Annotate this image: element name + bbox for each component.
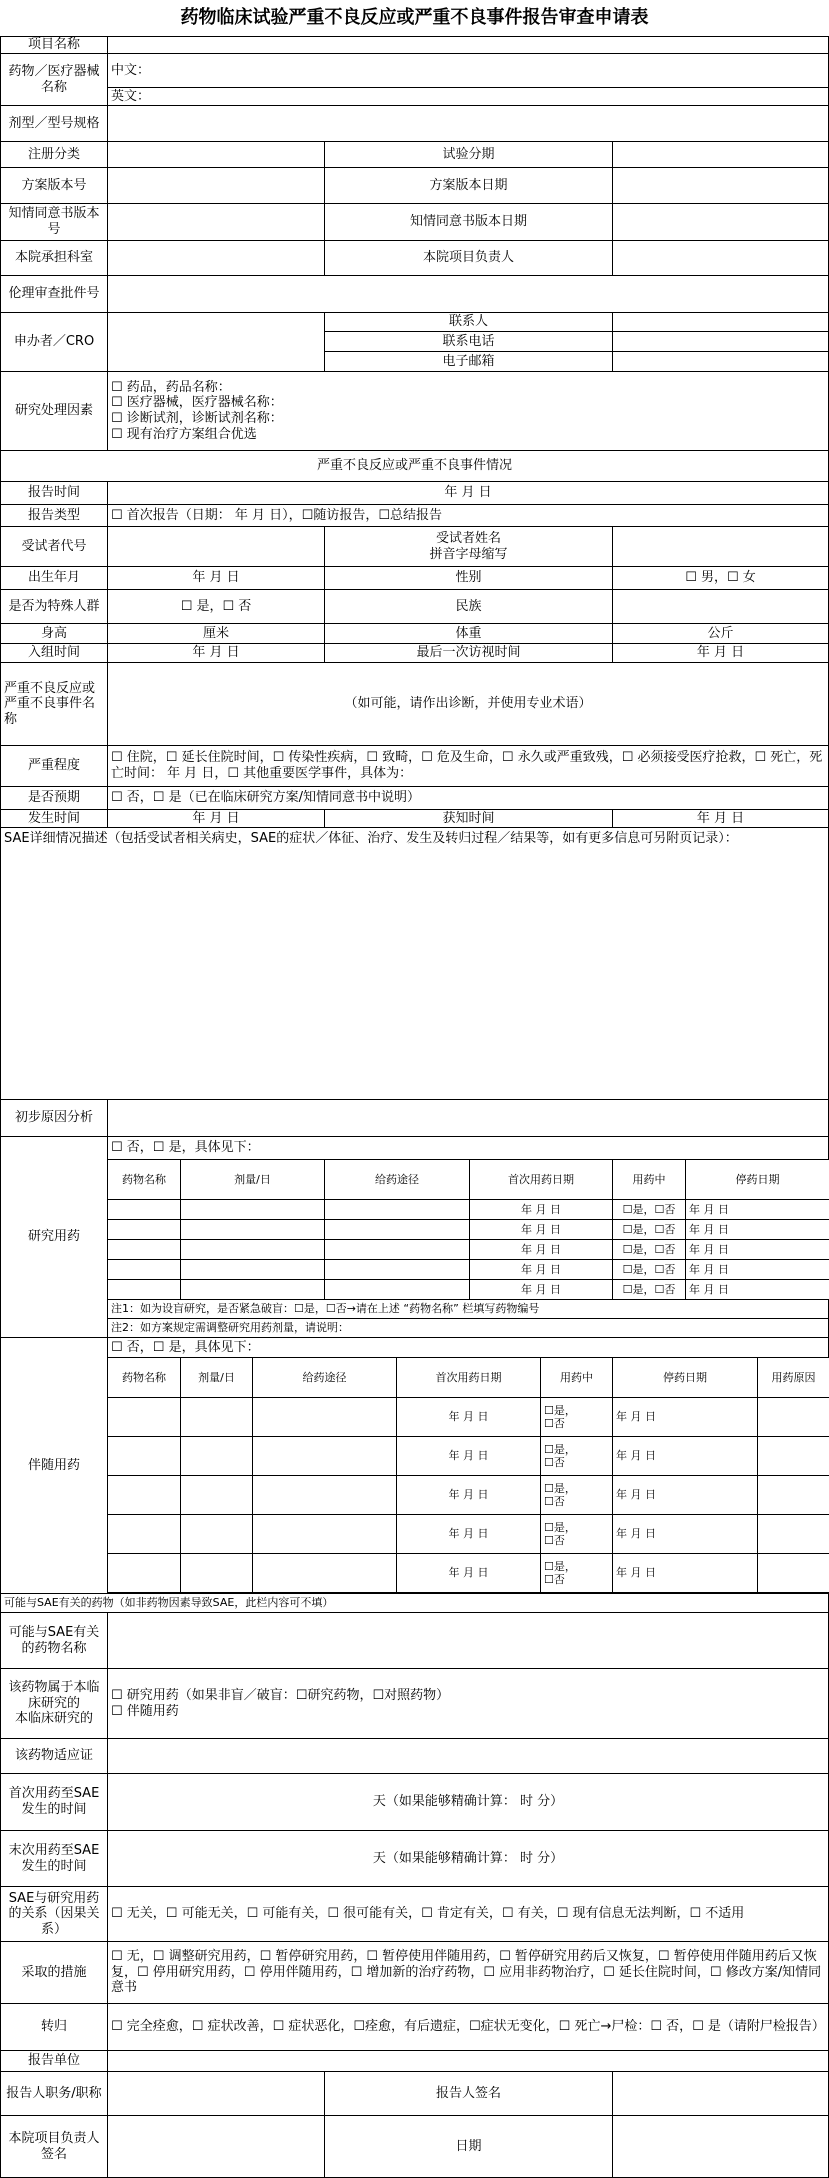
email-field[interactable] — [612, 351, 829, 372]
measures-label: 采取的措施 — [0, 1941, 108, 2004]
last-to-sae-label: 末次用药至SAE发生的时间 — [0, 1830, 108, 1887]
related-title: 可能与SAE有关的药物（如非药物因素导致SAE，此栏内容可不填） — [0, 1593, 829, 1613]
ethnicity-field[interactable] — [612, 589, 829, 624]
study-drug-in-use-cell[interactable]: ☐是，☐否 — [612, 1219, 686, 1240]
height-label: 身高 — [0, 623, 108, 644]
dosage-field[interactable] — [107, 105, 829, 142]
birth-field[interactable]: 年 月 日 — [107, 566, 325, 590]
expected-options[interactable]: ☐ 否，☐ 是（已在临床研究方案/知情同意书中说明） — [107, 786, 829, 810]
in-use-header: 用药中 — [612, 1159, 686, 1200]
weight-label: 体重 — [324, 623, 613, 644]
stop-date-header: 停药日期 — [612, 1357, 758, 1398]
icf-date-label: 知情同意书版本日期 — [324, 203, 613, 241]
concomitant-first-date-cell[interactable]: 年 月 日 — [396, 1514, 541, 1554]
outcome-label: 转归 — [0, 2003, 108, 2051]
concomitant-route-cell[interactable] — [252, 1553, 397, 1593]
concomitant-dose-cell[interactable] — [180, 1475, 253, 1515]
study-drug-name-cell[interactable] — [107, 1199, 181, 1220]
study-drug-route-cell[interactable] — [324, 1219, 470, 1240]
concomitant-dose-cell[interactable] — [180, 1436, 253, 1476]
concomitant-drug-name-cell[interactable] — [107, 1553, 181, 1593]
sex-options[interactable]: ☐ 男，☐ 女 — [612, 566, 829, 590]
report-time-field[interactable]: 年 月 日 — [107, 481, 829, 505]
concomitant-reason-cell[interactable] — [757, 1397, 829, 1437]
study-drug-first-date-cell[interactable]: 年 月 日 — [469, 1239, 613, 1260]
concomitant-stop-date-cell[interactable]: 年 月 日 — [612, 1514, 758, 1554]
study-drug-stop-date-cell[interactable]: 年 月 日 — [685, 1239, 829, 1260]
study-drug-first-date-cell[interactable]: 年 月 日 — [469, 1199, 613, 1220]
study-drug-first-date-cell[interactable]: 年 月 日 — [469, 1259, 613, 1280]
first-date-header: 首次用药日期 — [396, 1357, 541, 1398]
date-label: 日期 — [324, 2115, 613, 2178]
en-label: 英文： — [111, 88, 151, 104]
study-factor-options[interactable] — [107, 371, 829, 451]
drug-name-header: 药物名称 — [107, 1159, 181, 1200]
report-type-label: 报告类型 — [0, 504, 108, 527]
concomitant-route-cell[interactable] — [252, 1514, 397, 1554]
concomitant-reason-cell[interactable] — [757, 1436, 829, 1476]
aware-label: 获知时间 — [324, 809, 613, 828]
expected-label: 是否预期 — [0, 786, 108, 810]
concomitant-reason-cell[interactable] — [757, 1514, 829, 1554]
report-time-label: 报告时间 — [0, 481, 108, 505]
study-factor-option[interactable]: ☐ 诊断试剂，诊断试剂名称： — [111, 411, 283, 426]
contact-label: 联系人 — [324, 312, 613, 332]
study-factor-label: 研究处理因素 — [0, 371, 108, 451]
study-drug-in-use-cell[interactable]: ☐是，☐否 — [612, 1259, 686, 1280]
reg-category-label: 注册分类 — [0, 141, 108, 168]
concomitant-stop-date-cell[interactable]: 年 月 日 — [612, 1436, 758, 1476]
study-drug-stop-date-cell[interactable]: 年 月 日 — [685, 1259, 829, 1280]
severity-options[interactable]: ☐ 住院，☐ 延长住院时间，☐ 传染性疾病，☐ 致畸，☐ 危及生命，☐ 永久或严重致残，☐ 必须接受医疗抢救，☐ 死亡，死亡时间： 年 月 日，☐ 其他重要医学事件，具体为： — [107, 745, 829, 787]
measures-options[interactable]: ☐ 无，☐ 调整研究用药，☐ 暂停研究用药，☐ 暂停使用伴随用药，☐ 暂停研究用药后又恢复，☐ 暂停使用伴随用药后又恢复，☐ 停用研究用药，☐ 停用伴随用药，☐ 增加新的治疗药物，☐ 应用非药物治疗，☐ 延长住院时间，☐ 修改方案/知情同意书 — [107, 1941, 829, 2004]
concomitant-stop-date-cell[interactable]: 年 月 日 — [612, 1475, 758, 1515]
study-drug-dose-cell[interactable] — [180, 1199, 325, 1220]
trial-phase-field[interactable] — [612, 141, 829, 168]
relation-options[interactable]: ☐ 无关，☐ 可能无关，☐ 可能有关，☐ 很可能有关，☐ 肯定有关，☐ 有关，☐ 现有信息无法判断，☐ 不适用 — [107, 1886, 829, 1942]
study-drug-route-cell[interactable] — [324, 1279, 470, 1300]
study-factor-option[interactable]: ☐ 药品，药品名称： — [111, 379, 231, 395]
sae-name-label: 严重不良反应或严重不良事件名称 — [0, 662, 108, 746]
study-drug-stop-date-cell[interactable]: 年 月 日 — [685, 1219, 829, 1240]
indication-field[interactable] — [107, 1738, 829, 1774]
study-drug-name-cell[interactable] — [107, 1279, 181, 1300]
sae-detail-label: SAE详细情况描述（包括受试者相关病史，SAE的症状／体征、治疗、发生及转归过程／结果等，如有更多信息可另附页记录）： — [4, 831, 738, 846]
concomitant-drug-name-cell[interactable] — [107, 1397, 181, 1437]
protocol-version-field[interactable] — [107, 167, 325, 204]
reporter-sign-label: 报告人签名 — [324, 2071, 613, 2116]
protocol-version-label: 方案版本号 — [0, 167, 108, 204]
study-drug-route-cell[interactable] — [324, 1239, 470, 1260]
in-use-header: 用药中 — [540, 1357, 613, 1398]
enroll-field[interactable]: 年 月 日 — [107, 643, 325, 663]
belongs-option[interactable]: ☐ 研究用药（如果非盲／破盲：☐研究药物，☐对照药物） — [111, 1687, 450, 1703]
subject-code-field[interactable] — [107, 526, 325, 567]
study-drug-in-use-cell[interactable]: ☐是，☐否 — [612, 1279, 686, 1300]
related-name-label: 可能与SAE有关的药物名称 — [0, 1612, 108, 1669]
pi-sign-label: 本院项目负责人签名 — [0, 2115, 108, 2178]
aware-field[interactable]: 年 月 日 — [612, 809, 829, 828]
first-to-sae-field[interactable]: 天（如果能够精确计算： 时 分） — [107, 1773, 829, 1831]
concomitant-first-date-cell[interactable]: 年 月 日 — [396, 1397, 541, 1437]
severity-label: 严重程度 — [0, 745, 108, 787]
contact-field[interactable] — [612, 312, 829, 332]
dept-label: 本院承担科室 — [0, 240, 108, 276]
concomitant-route-cell[interactable] — [252, 1436, 397, 1476]
last-to-sae-field[interactable]: 天（如果能够精确计算： 时 分） — [107, 1830, 829, 1887]
phone-label: 联系电话 — [324, 331, 613, 352]
sponsor-label: 申办者／CRO — [0, 312, 108, 372]
study-drug-in-use-cell[interactable]: ☐是，☐否 — [612, 1199, 686, 1220]
icf-version-label: 知情同意书版本号 — [0, 203, 108, 241]
drug-device-name-label: 药物／医疗器械名称 — [0, 53, 108, 106]
concomitant-in-use-cell[interactable]: ☐是， ☐否 — [540, 1475, 613, 1515]
dosage-label: 剂型／型号规格 — [0, 105, 108, 142]
protocol-date-label: 方案版本日期 — [324, 167, 613, 204]
cn-label: 中文： — [111, 62, 151, 78]
study-drug-name-cell[interactable] — [107, 1259, 181, 1280]
pi-sign-field[interactable] — [107, 2115, 325, 2178]
concomitant-label: 伴随用药 — [0, 1337, 108, 1594]
relation-label: SAE与研究用药的关系（因果关系） — [0, 1886, 108, 1942]
enroll-label: 入组时间 — [0, 643, 108, 663]
concomitant-first-date-cell[interactable]: 年 月 日 — [396, 1553, 541, 1593]
indication-label: 该药物适应证 — [0, 1738, 108, 1774]
study-drug-first-date-cell[interactable]: 年 月 日 — [469, 1219, 613, 1240]
date-field[interactable] — [612, 2115, 829, 2178]
dose-header: 剂量/日 — [180, 1357, 253, 1398]
study-factor-option[interactable]: ☐ 医疗器械，医疗器械名称： — [111, 395, 283, 411]
occur-field[interactable]: 年 月 日 — [107, 809, 325, 828]
concomitant-stop-date-cell[interactable]: 年 月 日 — [612, 1397, 758, 1437]
concomitant-first-date-cell[interactable]: 年 月 日 — [396, 1436, 541, 1476]
reporter-title-label: 报告人职务/职称 — [0, 2071, 108, 2116]
study-drug-stop-date-cell[interactable]: 年 月 日 — [685, 1279, 829, 1300]
en-name-field[interactable] — [107, 87, 829, 106]
belongs-options[interactable] — [107, 1668, 829, 1739]
pi-field[interactable] — [612, 240, 829, 276]
concomitant-drug-name-cell[interactable] — [107, 1514, 181, 1554]
concomitant-in-use-cell[interactable]: ☐是， ☐否 — [540, 1553, 613, 1593]
ethics-approval-field[interactable] — [107, 275, 829, 313]
related-name-field[interactable] — [107, 1612, 829, 1669]
last-visit-label: 最后一次访视时间 — [324, 643, 613, 663]
sae-name-field[interactable]: （如可能，请作出诊断，并使用专业术语） — [107, 662, 829, 746]
sae-detail-field[interactable] — [0, 827, 829, 1100]
concomitant-stop-date-cell[interactable]: 年 月 日 — [612, 1553, 758, 1593]
reg-category-field[interactable] — [107, 141, 325, 168]
phone-field[interactable] — [612, 331, 829, 352]
cn-name-field[interactable] — [107, 53, 829, 88]
study-drug-dose-cell[interactable] — [180, 1239, 325, 1260]
study-drug-stop-date-cell[interactable]: 年 月 日 — [685, 1199, 829, 1220]
section-title: 严重不良反应或严重不良事件情况 — [0, 450, 829, 482]
study-drug-dose-cell[interactable] — [180, 1279, 325, 1300]
study-drug-name-cell[interactable] — [107, 1219, 181, 1240]
concomitant-dose-cell[interactable] — [180, 1514, 253, 1554]
sponsor-field[interactable] — [107, 312, 325, 372]
study-drug-route-cell[interactable] — [324, 1259, 470, 1280]
special-pop-options[interactable]: ☐ 是，☐ 否 — [107, 589, 325, 624]
concomitant-reason-cell[interactable] — [757, 1553, 829, 1593]
subject-code-label: 受试者代号 — [0, 526, 108, 567]
concomitant-route-cell[interactable] — [252, 1397, 397, 1437]
concomitant-route-cell[interactable] — [252, 1475, 397, 1515]
report-unit-label: 报告单位 — [0, 2050, 108, 2072]
belongs-option[interactable]: ☐ 伴随用药 — [111, 1703, 179, 1719]
study-drug-first-date-cell[interactable]: 年 月 日 — [469, 1279, 613, 1300]
email-label: 电子邮箱 — [324, 351, 613, 372]
concomitant-in-use-cell[interactable]: ☐是， ☐否 — [540, 1397, 613, 1437]
study-drug-yes-no[interactable]: ☐ 否，☐ 是，具体见下： — [107, 1136, 829, 1160]
concomitant-reason-cell[interactable] — [757, 1475, 829, 1515]
outcome-options[interactable]: ☐ 完全痊愈，☐ 症状改善，☐ 症状恶化，☐痊愈，有后遗症，☐症状无变化，☐ 死亡→尸检：☐ 否，☐ 是（请附尸检报告） — [107, 2003, 829, 2051]
belongs-label: 该药物属于本临床研究的 本临床研究的 — [0, 1668, 108, 1739]
concomitant-yes-no[interactable]: ☐ 否，☐ 是，具体见下： — [107, 1337, 829, 1358]
study-drug-label: 研究用药 — [0, 1136, 108, 1338]
reason-header: 用药原因 — [757, 1357, 829, 1398]
cause-field[interactable] — [107, 1099, 829, 1137]
birth-label: 出生年月 — [0, 566, 108, 590]
sex-label: 性别 — [324, 566, 613, 590]
form-title: 药物临床试验严重不良反应或严重不良事件报告审查申请表 — [180, 7, 649, 28]
dose-header: 剂量/日 — [180, 1159, 325, 1200]
ethics-approval-label: 伦理审查批件号 — [0, 275, 108, 313]
concomitant-dose-cell[interactable] — [180, 1397, 253, 1437]
report-type-options[interactable]: ☐ 首次报告（日期： 年 月 日），☐随访报告，☐总结报告 — [107, 504, 829, 527]
subject-name-field[interactable] — [612, 526, 829, 567]
pi-label: 本院项目负责人 — [324, 240, 613, 276]
reporter-title-field[interactable] — [107, 2071, 325, 2116]
study-drug-dose-cell[interactable] — [180, 1259, 325, 1280]
cause-label: 初步原因分析 — [0, 1099, 108, 1137]
occur-label: 发生时间 — [0, 809, 108, 828]
dept-field[interactable] — [107, 240, 325, 276]
stop-date-header: 停药日期 — [685, 1159, 829, 1200]
concomitant-drug-name-cell[interactable] — [107, 1436, 181, 1476]
report-unit-field[interactable] — [107, 2050, 829, 2072]
study-factor-option[interactable]: ☐ 现有治疗方案组合优选 — [111, 426, 257, 442]
concomitant-first-date-cell[interactable]: 年 月 日 — [396, 1475, 541, 1515]
study-drug-name-cell[interactable] — [107, 1239, 181, 1260]
first-to-sae-label: 首次用药至SAE发生的时间 — [0, 1773, 108, 1831]
special-pop-label: 是否为特殊人群 — [0, 589, 108, 624]
ethnicity-label: 民族 — [324, 589, 613, 624]
concomitant-in-use-cell[interactable]: ☐是， ☐否 — [540, 1514, 613, 1554]
route-header: 给药途径 — [252, 1357, 397, 1398]
trial-phase-label: 试验分期 — [324, 141, 613, 168]
drug-name-header: 药物名称 — [107, 1357, 181, 1398]
concomitant-in-use-cell[interactable]: ☐是， ☐否 — [540, 1436, 613, 1476]
height-field[interactable]: 厘米 — [107, 623, 325, 644]
protocol-date-field[interactable] — [612, 167, 829, 204]
concomitant-drug-name-cell[interactable] — [107, 1475, 181, 1515]
study-drug-route-cell[interactable] — [324, 1199, 470, 1220]
project-name-field[interactable] — [107, 36, 829, 54]
study-drug-note-2: 注2：如方案规定需调整研究用药剂量，请说明： — [107, 1318, 829, 1338]
project-name-label: 项目名称 — [0, 36, 108, 54]
concomitant-dose-cell[interactable] — [180, 1553, 253, 1593]
weight-field[interactable]: 公斤 — [612, 623, 829, 644]
subject-name-label: 受试者姓名 拼音字母缩写 — [324, 526, 613, 567]
study-drug-dose-cell[interactable] — [180, 1219, 325, 1240]
study-drug-in-use-cell[interactable]: ☐是，☐否 — [612, 1239, 686, 1260]
icf-version-field[interactable] — [107, 203, 325, 241]
reporter-sign-field[interactable] — [612, 2071, 829, 2116]
last-visit-field[interactable]: 年 月 日 — [612, 643, 829, 663]
study-drug-note-1: 注1：如为设盲研究，是否紧急破盲：☐是，☐否→请在上述 “药物名称” 栏填写药物编号 — [107, 1299, 829, 1319]
icf-date-field[interactable] — [612, 203, 829, 241]
first-date-header: 首次用药日期 — [469, 1159, 613, 1200]
route-header: 给药途径 — [324, 1159, 470, 1200]
